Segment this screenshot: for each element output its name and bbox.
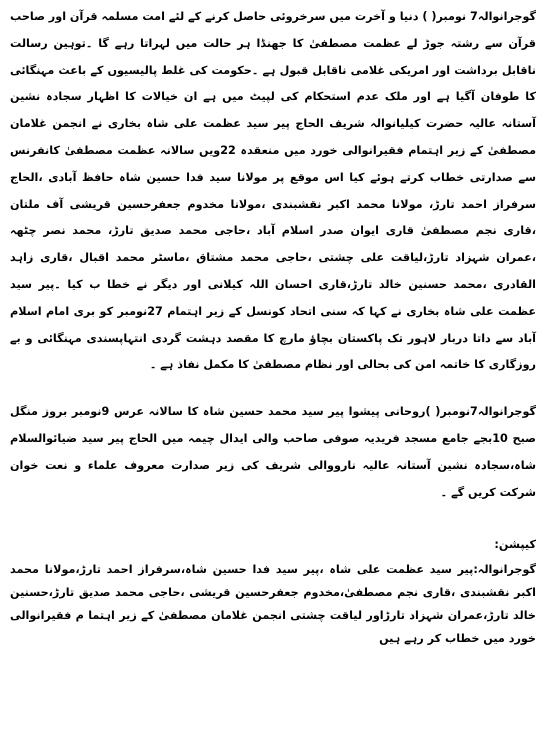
article-kaleyanwala-conference: گوجرانوالہ7 نومبر( ) دنیا و آخرت میں سرخروئی حاصل کرنے کے لئے امت مسلمہ قرآن اور صاحب قرآن سے رشتہ جوڑ لے عظمت مصطفیٰ کا جھنڈا ہر حالت میں لہراتا رہے گا ۔توہین رسالت ناقابل برداشت اور امریکی غلامی ناقابل قبول ہے ۔حکومت کی غلط پالیسیوں کے باعث مہنگائی کا طوفان آگیا ہے اور ملک عدم استحکام کی لپیٹ میں ہے ان خیالات کا اظہار سجادہ نشین آستانہ عالیہ حضرت کیلیانوالہ شریف الحاج پیر سید عظمت علی شاہ بخاری نے انجمن غلامان مصطفیٰ کے زیر اہتمام فقیرانوالی خورد میں منعقدہ 22ویں سالانہ عظمت مصطفیٰ کانفرنس سے صدارتی خطاب کرتے ہوئے کیا اس موقع پر مولانا سید فدا حسین شاہ حافظ آبادی ،الحاج سرفراز احمد تارڑ، مولانا محمد اکبر نقشبندی ،مولانا مخدوم جعفرحسین قریشی آف ملتان ،قاری نجم مصطفیٰ قاری ایوان صدر اسلام آباد ،حاجی محمد صدیق تارڑ، محمد نصر چٹھہ ،عمران شہزاد تارڑ،لیاقت علی چشتی ،حاجی محمد مشتاق ،ماسٹر محمد اقبال ،قاری زاہد القادری ،محمد حسنین خالد تارڑ،قاری احسان اللہ کیلانی اور دیگر نے خطا ب کیا ۔پیر سید عظمت علی شاہ بخاری نے کہا کہ سنی اتحاد کونسل کے زیر اہتمام 27نومبر کو بری امام اسلام آباد سے داتا دربار لاہور تک پاکستان بچاؤ مارچ کا مقصد دہشت گردی انتہاپسندی مہنگائی و بے روزگاری کا خاتمہ امن کی بحالی اور نظام مصطفیٰ کا مکمل نفاذ ہے ۔ [10, 10, 536, 372]
caption-heading: کیپشن: [494, 538, 536, 552]
caption-text: گوجرانوالہ:پیر سید عظمت علی شاہ ،پیر سید فدا حسین شاہ،سرفراز احمد تارڑ،مولانا محمد اکبر نقشبندی ،قاری نجم مصطفیٰ،مخدوم جعفرحسین قریشی ،حاجی محمد صدیق تارڑ،حسنین خالد تارڑ،عمران شہزاد تارڑاور لیاقت چشتی انجمن غلامان مصطفیٰ کے زیر اہتما م فقیرانوالی خورد میں خطاب کر رہے ہیں [10, 563, 536, 646]
article-urs-announcement: گوجرانوالہ7نومبر( )روحانی پیشوا پیر سید محمد حسین شاہ کا سالانہ عرس 9نومبر بروز منگل صبح 10بجے جامع مسجد فریدیہ صوفی صاحب والی ایدال چیمہ میں الحاج پیر سید ضیائوالسلام شاہ،سجادہ نشین آستانہ عالیہ نارووالی شریف کی زیر صدارت معروف علماء و نعت خوان شرکت کریں گے ۔ [10, 405, 537, 499]
